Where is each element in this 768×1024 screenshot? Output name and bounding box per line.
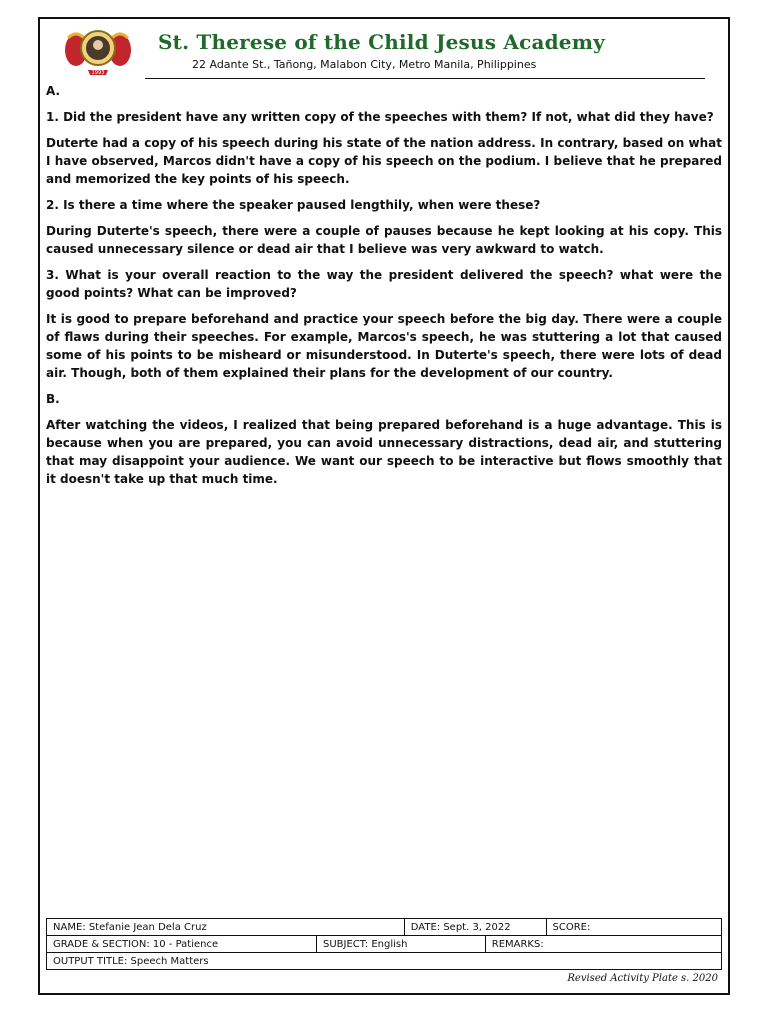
answer-1: Duterte had a copy of his speech during his state of the nation address. In contrary, based on what I have observed, Marcos didn't have a copy of his speech on the podium. I believe that he prepared and memorized the key points of his speech. — [46, 136, 722, 186]
student-info-table — [46, 918, 722, 970]
question-3: 3. What is your overall reaction to the way the president delivered the speech? what were the good points? What can be improved? — [46, 268, 722, 300]
footer-note: Revised Activity Plate s. 2020 — [567, 973, 718, 984]
answer-2: During Duterte's speech, there were a couple of pauses because he kept looking at his copy. This caused unnecessary silence or dead air that I believe was very awkward to watch. — [46, 224, 722, 256]
info-row-2 — [47, 936, 722, 953]
document-body — [46, 82, 722, 496]
question-2: 2. Is there a time where the speaker paused lengthily, when were these? — [46, 198, 541, 212]
name-cell: NAME: Stefanie Jean Dela Cruz — [47, 919, 405, 936]
svg-text:1993: 1993 — [91, 70, 105, 76]
school-address: 22 Adante St., Tañong, Malabon City, Metro Manila, Philippines — [192, 58, 537, 71]
output-title-cell: OUTPUT TITLE: Speech Matters — [47, 953, 722, 970]
score-cell: SCORE: — [546, 919, 722, 936]
school-logo — [62, 26, 134, 76]
section-b-answer: After watching the videos, I realized that being prepared beforehand is a huge advantage. This is because when you are prepared, you can avoid unnecessary distractions, dead air, and stuttering that may disappoint your audience. We want our speech to be interactive but flows smoothly that it doesn't take up that much time. — [46, 418, 722, 486]
header-divider — [145, 78, 705, 79]
date-cell: DATE: Sept. 3, 2022 — [404, 919, 546, 936]
section-b-label: B. — [46, 392, 60, 406]
info-row-1 — [47, 919, 722, 936]
section-a-label: A. — [46, 84, 61, 98]
answer-3: It is good to prepare beforehand and practice your speech before the big day. There were a couple of flaws during their speeches. For example, Marcos's speech, he was stuttering a lot that caused some of his points to be misheard or misunderstood. In Duterte's speech, there were lots of dead air. Though, both of them explained their plans for the development of our country. — [46, 312, 722, 380]
grade-section-cell: GRADE & SECTION: 10 - Patience — [47, 936, 317, 953]
info-row-3 — [47, 953, 722, 970]
school-name: St. Therese of the Child Jesus Academy — [158, 30, 605, 54]
subject-cell: SUBJECT: English — [317, 936, 486, 953]
question-1: 1. Did the president have any written copy of the speeches with them? If not, what did they have? — [46, 110, 714, 124]
remarks-cell: REMARKS: — [485, 936, 721, 953]
